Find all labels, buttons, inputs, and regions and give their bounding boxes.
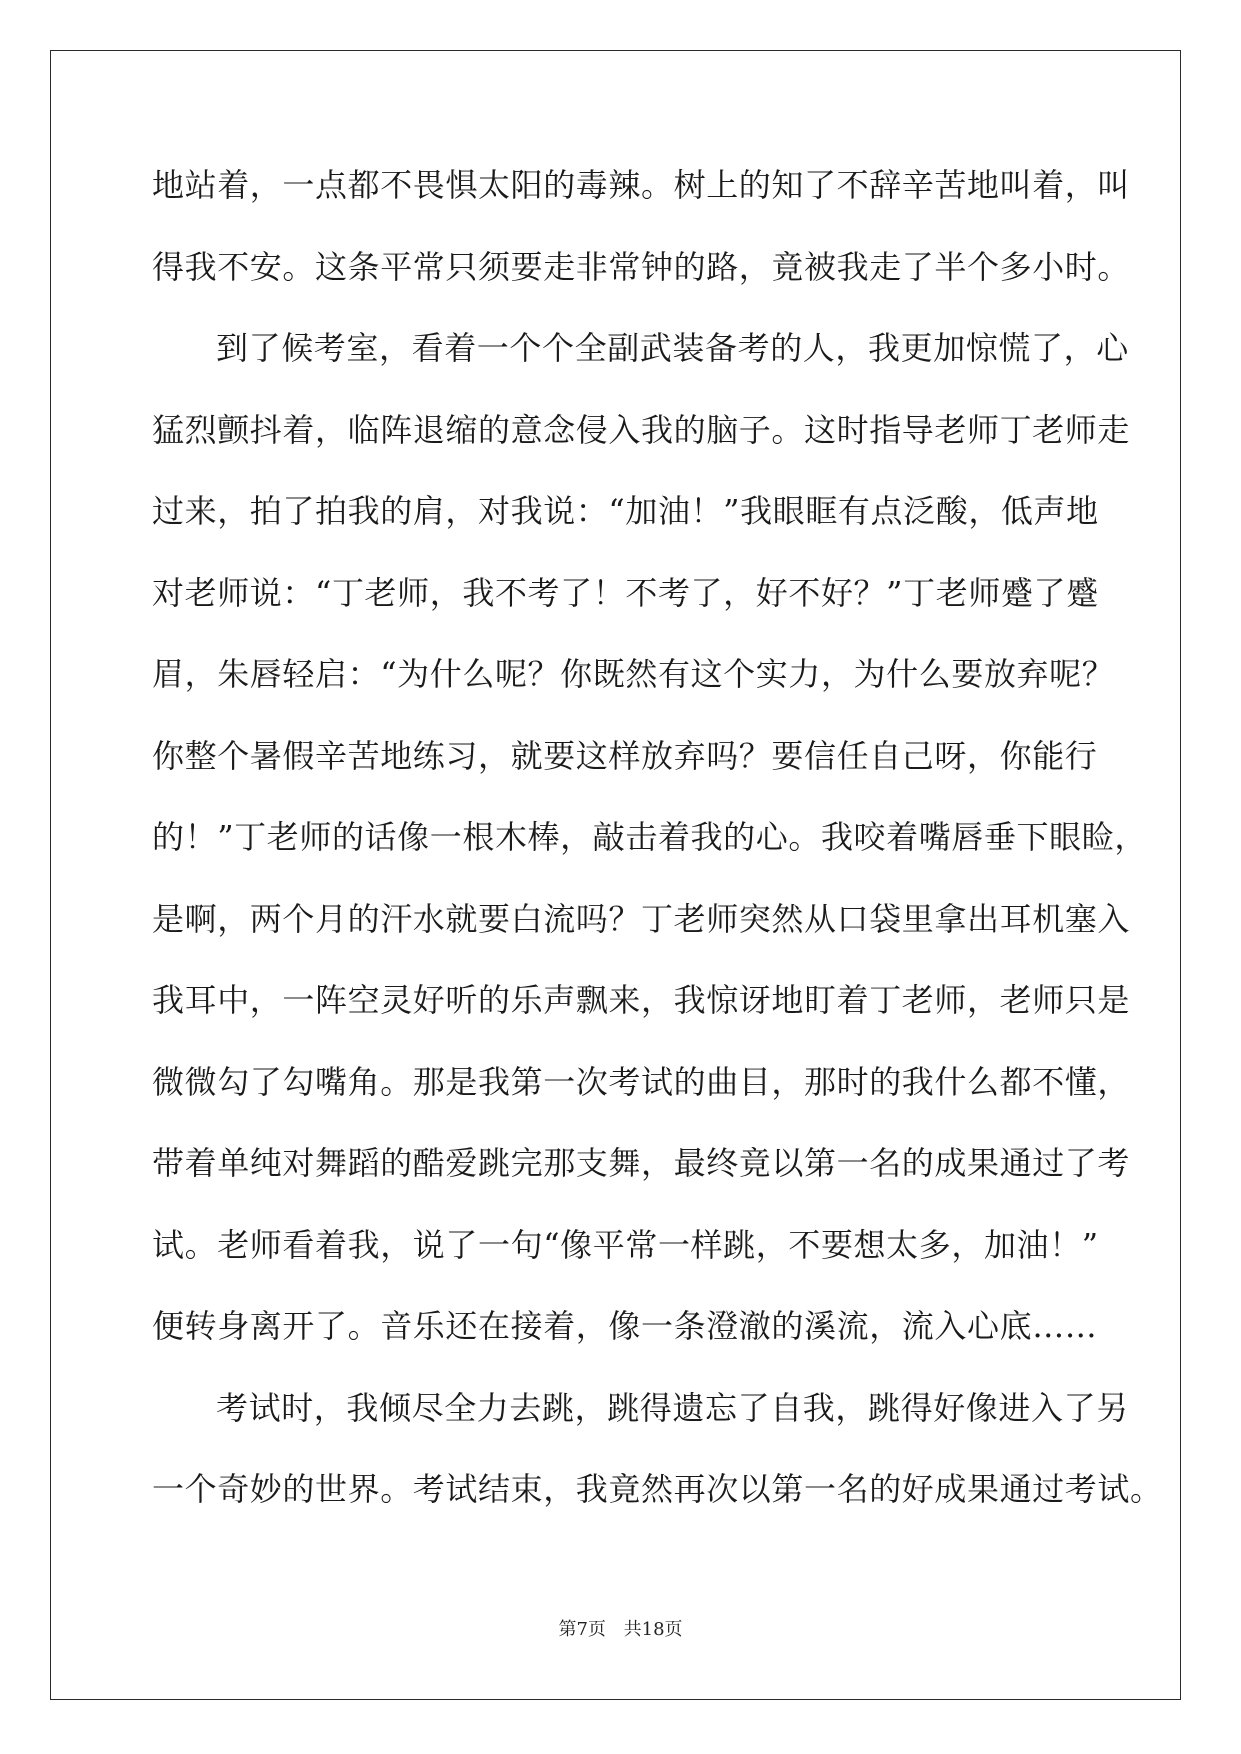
text-line: 眉，朱唇轻启：“为什么呢？你既然有这个实力，为什么要放弃呢？	[152, 655, 1115, 693]
text-line: 地站着，一点都不畏惧太阳的毒辣。树上的知了不辞辛苦地叫着，叫	[152, 166, 1131, 204]
text-line: 得我不安。这条平常只须要走非常钟的路，竟被我走了半个多小时。	[152, 247, 1131, 286]
page-number: 第7页	[558, 1619, 606, 1640]
text-line: 试。老师看着我，说了一句“像平常一样跳，不要想太多，加油！”	[152, 1225, 1099, 1264]
text-line: 是啊，两个月的汗水就要白流吗？丁老师突然从口袋里拿出耳机塞入	[152, 899, 1131, 938]
text-line: 对老师说：“丁老师，我不考了！不考了，好不好？”丁老师蹙了蹙	[152, 573, 1099, 612]
text-line: 便转身离开了。音乐还在接着，像一条澄澈的溪流，流入心底……	[152, 1307, 1098, 1345]
text-line: 猛烈颤抖着，临阵退缩的意念侵入我的脑子。这时指导老师丁老师走	[152, 410, 1131, 449]
text-line: 过来，拍了拍我的肩，对我说：“加油！”我眼眶有点泛酸，低声地	[152, 492, 1099, 530]
text-line: 的！”丁老师的话像一根木棒，敲击着我的心。我咬着嘴唇垂下眼睑，	[152, 818, 1147, 856]
text-line: 带着单纯对舞蹈的酷爱跳完那支舞，最终竟以第一名的成果通过了考	[152, 1144, 1131, 1182]
text-line: 考试时，我倾尽全力去跳，跳得遗忘了自我，跳得好像进入了另	[216, 1388, 1129, 1427]
text-line: 我耳中，一阵空灵好听的乐声飘来，我惊讶地盯着丁老师，老师只是	[152, 981, 1131, 1019]
page-footer	[0, 1615, 1241, 1641]
text-line: 到了候考室，看着一个个全副武装备考的人，我更加惊慌了，心	[216, 329, 1129, 367]
page-total: 共18页	[623, 1619, 683, 1640]
text-line: 一个奇妙的世界。考试结束，我竟然再次以第一名的好成果通过考试。	[152, 1470, 1163, 1508]
text-line: 微微勾了勾嘴角。那是我第一次考试的曲目，那时的我什么都不懂，	[152, 1062, 1131, 1101]
text-line: 你整个暑假辛苦地练习，就要这样放弃吗？要信任自己呀，你能行	[152, 736, 1098, 775]
document-body	[152, 165, 1163, 1551]
